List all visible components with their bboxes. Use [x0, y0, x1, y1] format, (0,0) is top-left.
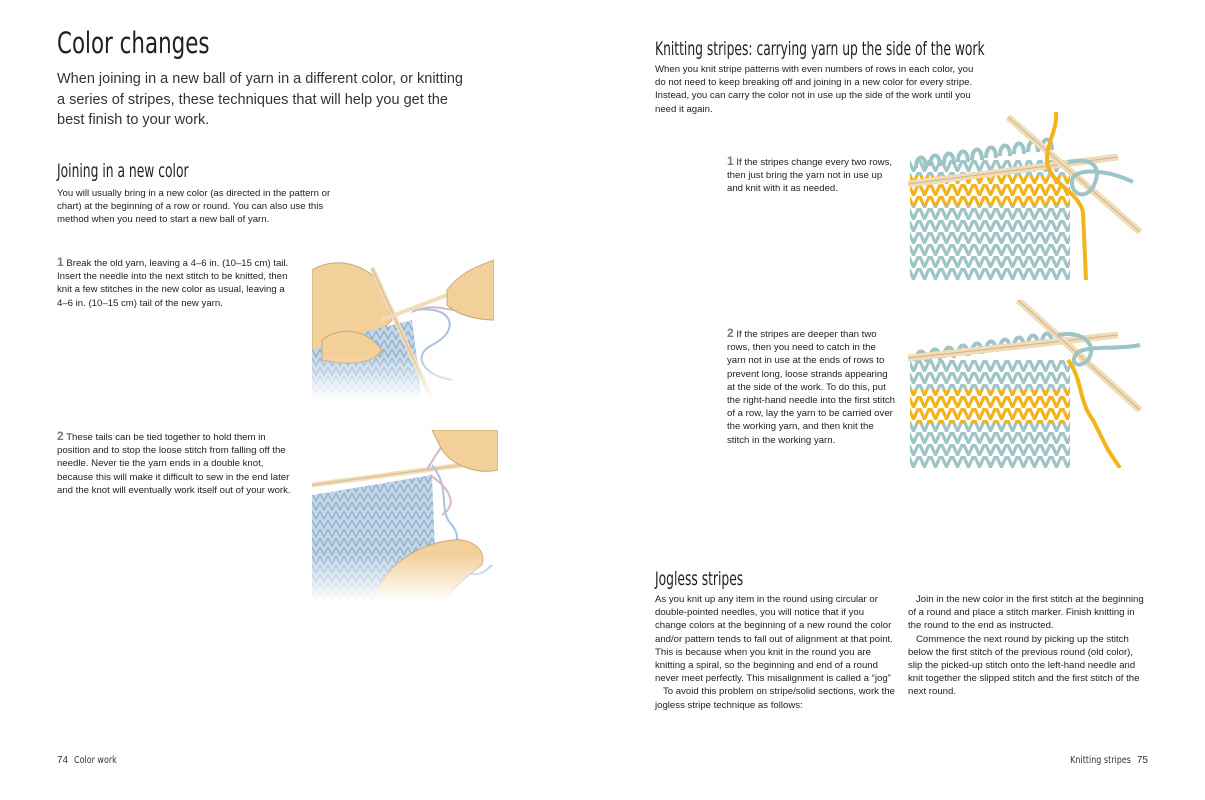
step-number: 1	[727, 154, 734, 168]
step-text: These tails can be tied together to hold them in position and to stop the loose stitch from falling off the needle. Never tie the yarn ends in a double knot, because this will make it difficult to sew in the end later and the knot will eventually work itself out of your work.	[57, 432, 291, 496]
footer-right	[1055, 755, 1148, 766]
step-1-left	[57, 256, 297, 310]
footer-left	[57, 755, 127, 766]
jogless-column-1	[655, 593, 895, 712]
footer-chapter-label: Color work	[73, 755, 117, 766]
illustration-join-step-2	[312, 430, 498, 602]
step-text: Break the old yarn, leaving a 4–6 in. (10–15 cm) tail. Insert the needle into the next stitch to be knitted, then knit a few stitches in the new color as usual, leaving a 4–6 in. (10–15 cm) tail of the new yarn.	[57, 258, 289, 309]
page-title: Color changes	[57, 26, 210, 60]
footer-chapter-label: Knitting stripes	[1070, 755, 1132, 766]
illustration-stripes-step-1	[908, 112, 1143, 284]
page-number: 74	[57, 755, 69, 766]
jogless-paragraph: Join in the new color in the first stitch at the beginning of a round and place a stitch marker. Finish knitting in the round to the end as instructed.	[908, 594, 1144, 632]
step-text: If the stripes change every two rows, then just bring the yarn not in use up and knit with it as needed.	[727, 157, 893, 195]
section-title-joining: Joining in a new color	[57, 160, 189, 182]
jogless-paragraph: To avoid this problem on stripe/solid sections, work the jogless stripe technique as follows:	[655, 686, 895, 711]
section-title-jogless: Jogless stripes	[655, 568, 744, 590]
section-body-joining: You will usually bring in a new color (as directed in the pattern or chart) at the beginning of a row or round. You can also use this method when you need to start a new ball of yarn.	[57, 188, 331, 226]
intro-paragraph: When joining in a new ball of yarn in a different color, or knitting a series of stripes, these techniques that will help you get the best finish to your work.	[57, 71, 463, 128]
jogless-paragraph: Commence the next round by picking up the stitch below the first stitch of the previous round (old color), slip the picked-up stitch onto the left-hand needle and knit together the slipped stitch and the first stitch of the next round.	[908, 633, 1140, 698]
step-text: If the stripes are deeper than two rows, then you need to catch in the yarn not in use at the ends of rows to prevent long, loose strands appearing at the side of the work. To do this, put the right-hand needle into the first stitch of a row, lay the yarn to be carried over the working yarn, and then knit the stitch in the working yarn.	[727, 329, 895, 446]
step-number: 1	[57, 255, 64, 269]
illustration-join-step-1	[312, 250, 494, 400]
section-title-stripes: Knitting stripes: carrying yarn up the side of the work	[655, 38, 985, 60]
jogless-paragraph: As you knit up any item in the round using circular or double-pointed needles, you will notice that if you change colors at the beginning of a new round the color and/or pattern tends to fall out of alignment at that point. This is because when you knit in the round you are knitting a spiral, so the beginning and end of a round never meet perfectly. This misalignment is called a “jog”	[655, 594, 893, 685]
step-number: 2	[57, 429, 64, 443]
jogless-column-2	[908, 593, 1148, 699]
step-1-right	[727, 155, 897, 196]
step-number: 2	[727, 326, 734, 340]
step-2-left	[57, 430, 297, 497]
section-body-stripes: When you knit stripe patterns with even numbers of rows in each color, you do not need to keep breaking off and joining in a new color for every stripe. Instead, you can carry the color not in use up the side of the work until you need it again.	[655, 64, 974, 115]
page-number: 75	[1136, 755, 1148, 766]
illustration-stripes-step-2	[908, 300, 1143, 468]
step-2-right	[727, 327, 897, 447]
